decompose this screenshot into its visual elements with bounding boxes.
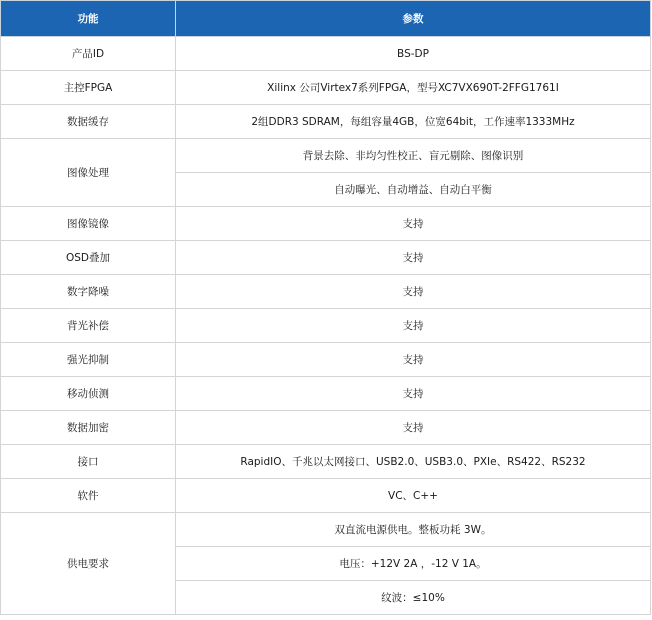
row-value: 支持	[176, 241, 651, 275]
header-parameter: 参数	[176, 1, 651, 37]
row-label: 背光补偿	[1, 309, 176, 343]
table-row	[1, 513, 651, 547]
row-label: 数字降噪	[1, 275, 176, 309]
row-value: 电压：+12V 2A ，-12 V 1A。	[176, 547, 651, 581]
table-row	[1, 343, 651, 377]
row-label: 主控FPGA	[1, 71, 176, 105]
table-row	[1, 105, 651, 139]
row-label: 软件	[1, 479, 176, 513]
table-header-row	[1, 1, 651, 37]
table-row	[1, 241, 651, 275]
row-label: 供电要求	[1, 513, 176, 615]
table-row	[1, 309, 651, 343]
row-value: 支持	[176, 207, 651, 241]
row-value: BS-DP	[176, 37, 651, 71]
row-value: VC、C++	[176, 479, 651, 513]
row-value: 2组DDR3 SDRAM，每组容量4GB，位宽64bit，工作速率1333MHz	[176, 105, 651, 139]
table-row	[1, 139, 651, 173]
row-label: 接口	[1, 445, 176, 479]
row-label: 数据加密	[1, 411, 176, 445]
row-value: Xilinx 公司Virtex7系列FPGA，型号XC7VX690T-2FFG1761I	[176, 71, 651, 105]
row-value: 纹波：≤10%	[176, 581, 651, 615]
row-value: 支持	[176, 275, 651, 309]
table-row	[1, 37, 651, 71]
table-row	[1, 207, 651, 241]
row-label: 强光抑制	[1, 343, 176, 377]
row-label: 产品ID	[1, 37, 176, 71]
row-value: 双直流电源供电。整板功耗 3W。	[176, 513, 651, 547]
table-row	[1, 275, 651, 309]
table-row	[1, 377, 651, 411]
row-label: 数据缓存	[1, 105, 176, 139]
row-value: 支持	[176, 309, 651, 343]
row-label: 移动侦测	[1, 377, 176, 411]
row-value: 自动曝光、自动增益、自动白平衡	[176, 173, 651, 207]
header-function: 功能	[1, 1, 176, 37]
row-value: 支持	[176, 377, 651, 411]
table-row	[1, 411, 651, 445]
table-row	[1, 479, 651, 513]
row-label: 图像镜像	[1, 207, 176, 241]
row-value: 背景去除、非均匀性校正、盲元剔除、图像识别	[176, 139, 651, 173]
table-row	[1, 71, 651, 105]
row-label: 图像处理	[1, 139, 176, 207]
row-label: OSD叠加	[1, 241, 176, 275]
row-value: 支持	[176, 411, 651, 445]
table-row	[1, 445, 651, 479]
row-value: 支持	[176, 343, 651, 377]
row-value: RapidIO、千兆以太网接口、USB2.0、USB3.0、PXIe、RS422、RS232	[176, 445, 651, 479]
